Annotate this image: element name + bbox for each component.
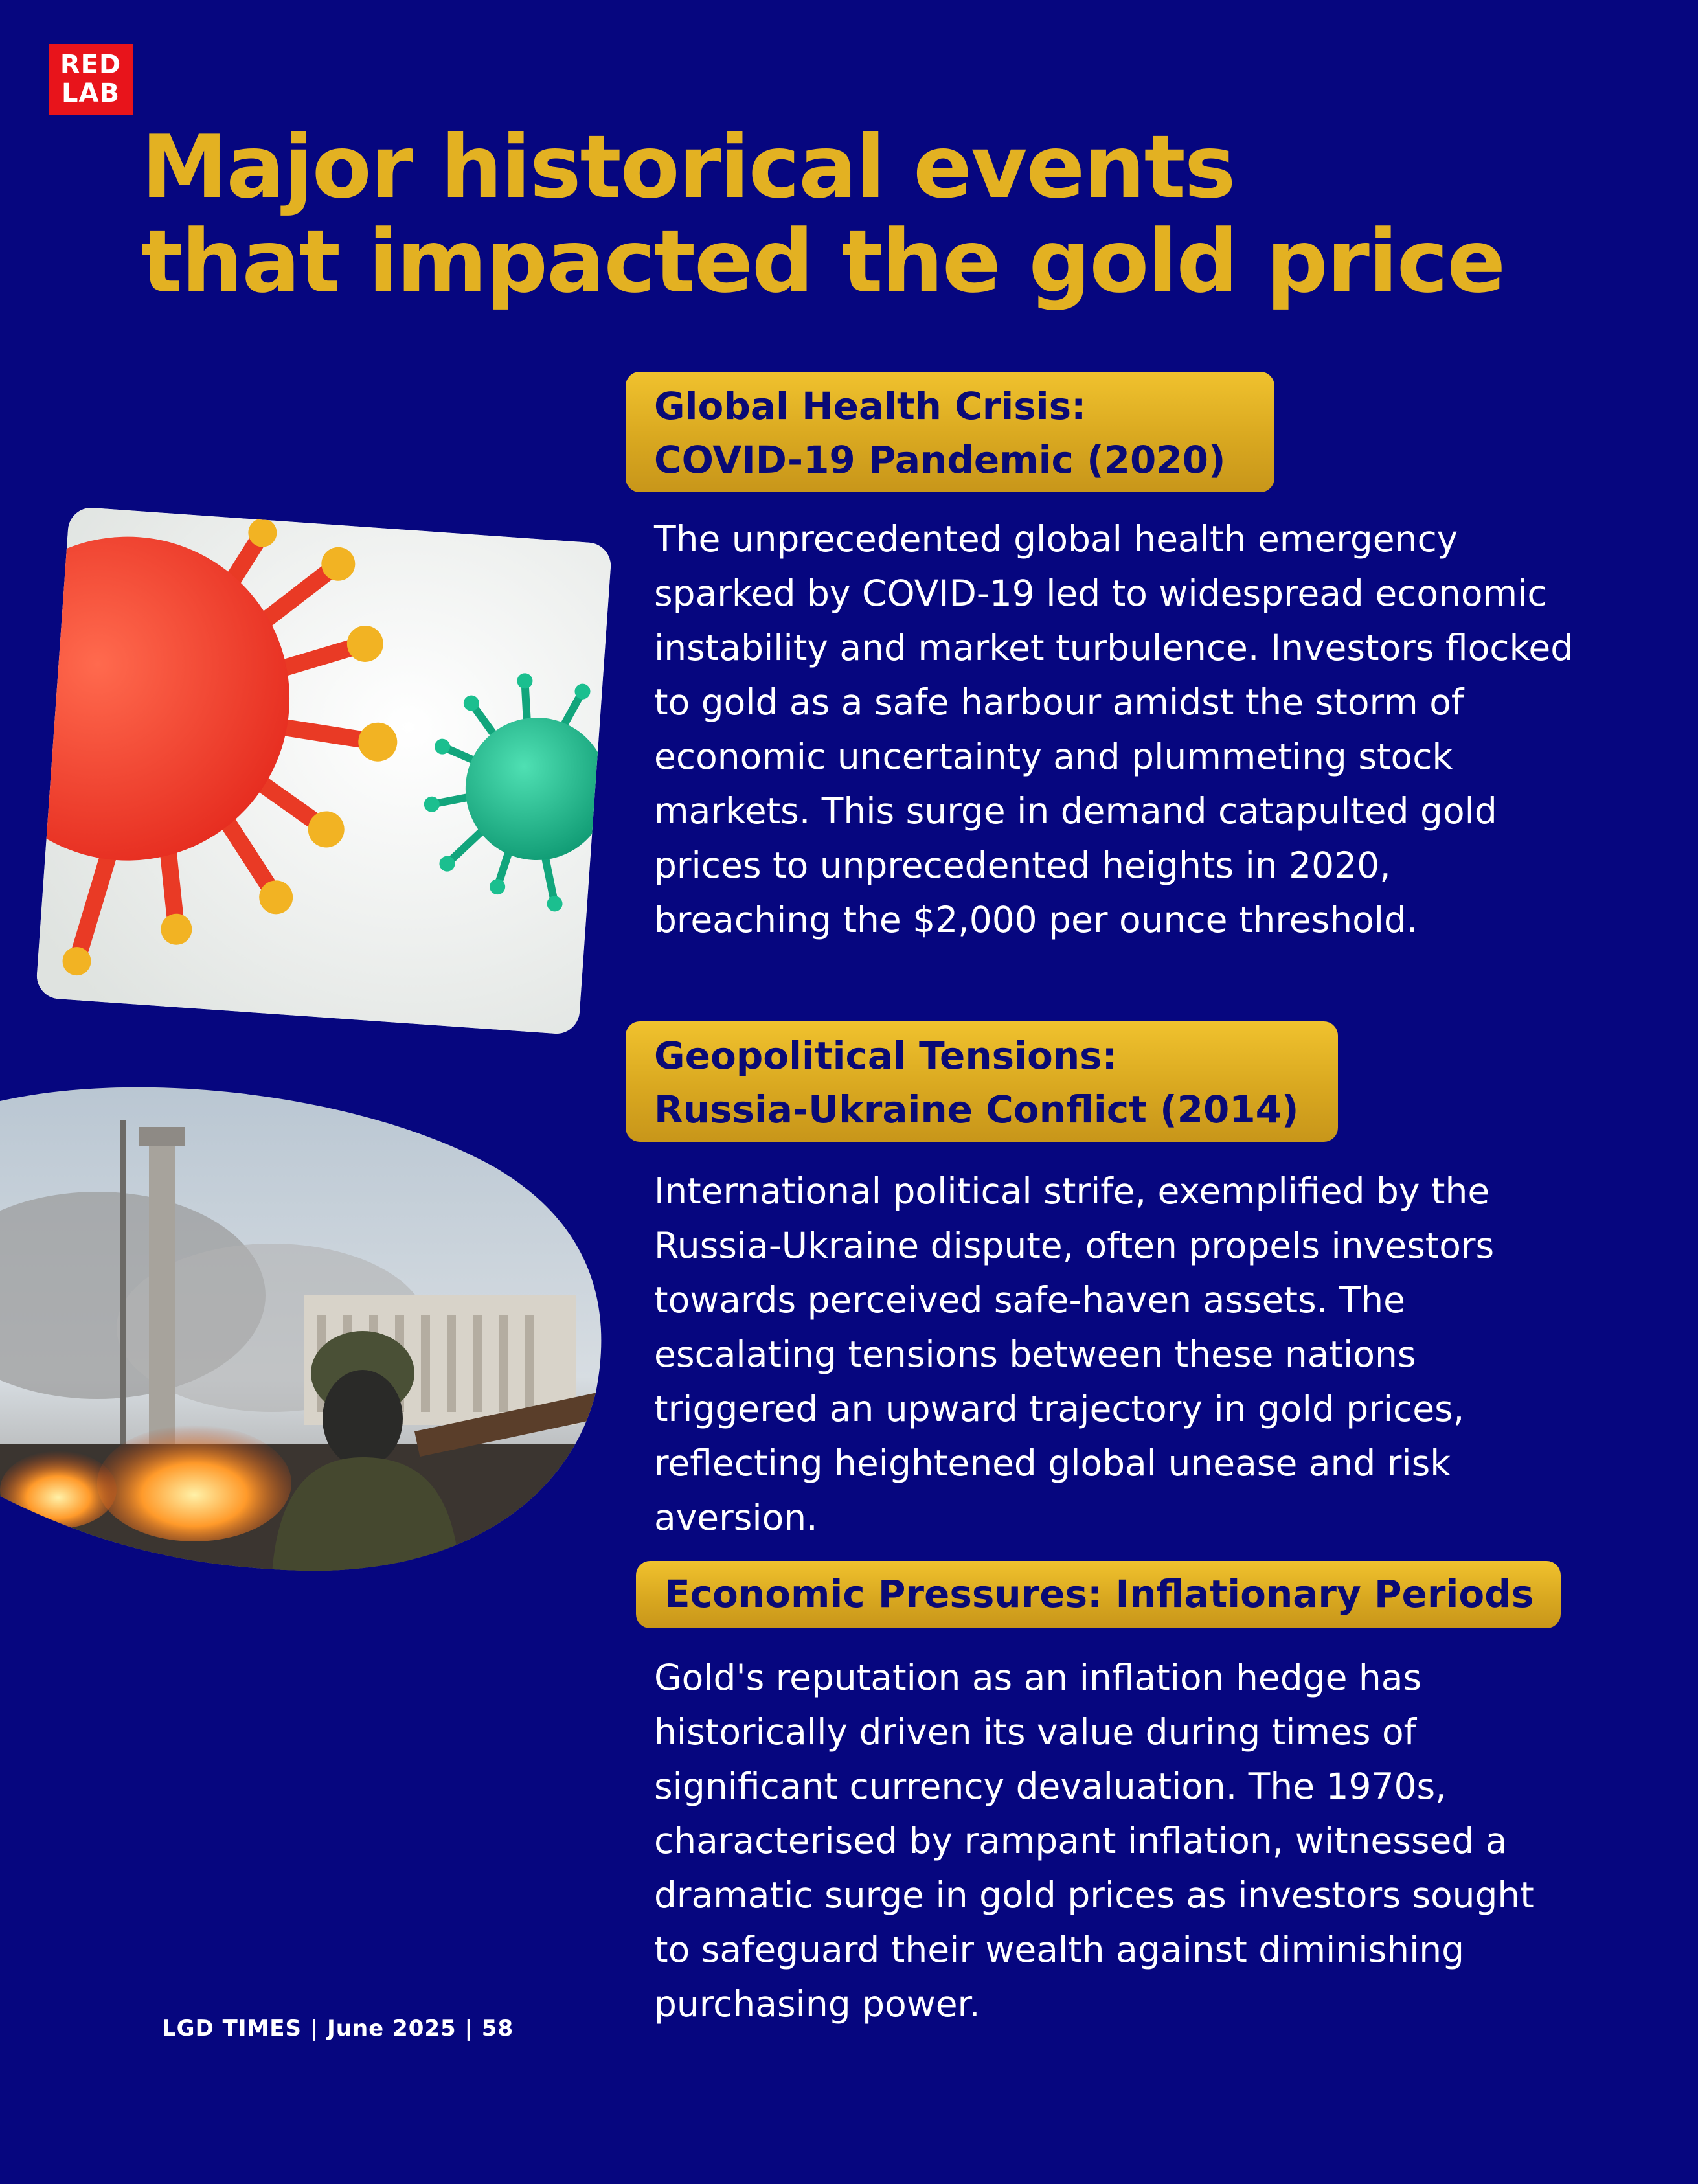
conflict-illustration bbox=[0, 1082, 602, 1574]
page-title bbox=[141, 117, 1631, 312]
section-body-geopolitical: International political strife, exemplified by the Russia-Ukraine dispute, often propels investors towards perceived safe-haven assets. The escalating tensions between these nations triggered an upward trajectory in gold prices, reflecting heightened global unease and risk aversion. bbox=[654, 1170, 1495, 1538]
logo-line-1: RED bbox=[60, 50, 122, 80]
virus-illustration bbox=[36, 506, 613, 1036]
section-heading-line-1: Global Health Crisis: bbox=[654, 384, 1087, 428]
page-title-line-1: Major historical events bbox=[141, 117, 1235, 218]
section-heading-line-2: COVID-19 Pandemic (2020) bbox=[654, 438, 1226, 482]
covid-virus-photo bbox=[36, 506, 613, 1036]
section-heading-economic bbox=[636, 1561, 1561, 1628]
section-heading-line-1: Economic Pressures: Inflationary Periods bbox=[664, 1572, 1534, 1616]
section-body-covid: The unprecedented global health emergency sparked by COVID-19 led to widespread economic instability and market turbulence. Investors flocked to gold as a safe harbour amidst the storm of economic uncertainty and plummeting stock markets. This surge in demand catapulted gold prices to unprecedented heights in 2020, breaching the $2,000 per ounce threshold. bbox=[654, 518, 1574, 940]
ukraine-conflict-photo bbox=[0, 1082, 602, 1574]
page-title-line-2: that impacted the gold price bbox=[141, 211, 1505, 312]
section-body-economic: Gold's reputation as an inflation hedge has historically driven its value during times of significant currency devaluation. The 1970s, characterised by rampant inflation, witnessed a dramatic surge in gold prices as investors sought to safeguard their wealth against diminishing purchasing power. bbox=[654, 1657, 1534, 2025]
section-heading-covid bbox=[626, 372, 1274, 492]
red-lab-logo bbox=[49, 44, 133, 115]
section-heading-line-1: Geopolitical Tensions: bbox=[654, 1034, 1117, 1078]
section-heading-line-2: Russia-Ukraine Conflict (2014) bbox=[654, 1087, 1299, 1132]
section-heading-geopolitical bbox=[626, 1021, 1338, 1142]
logo-line-2: LAB bbox=[62, 78, 120, 108]
page-footer: LGD TIMES | June 2025 | 58 bbox=[162, 2016, 514, 2042]
